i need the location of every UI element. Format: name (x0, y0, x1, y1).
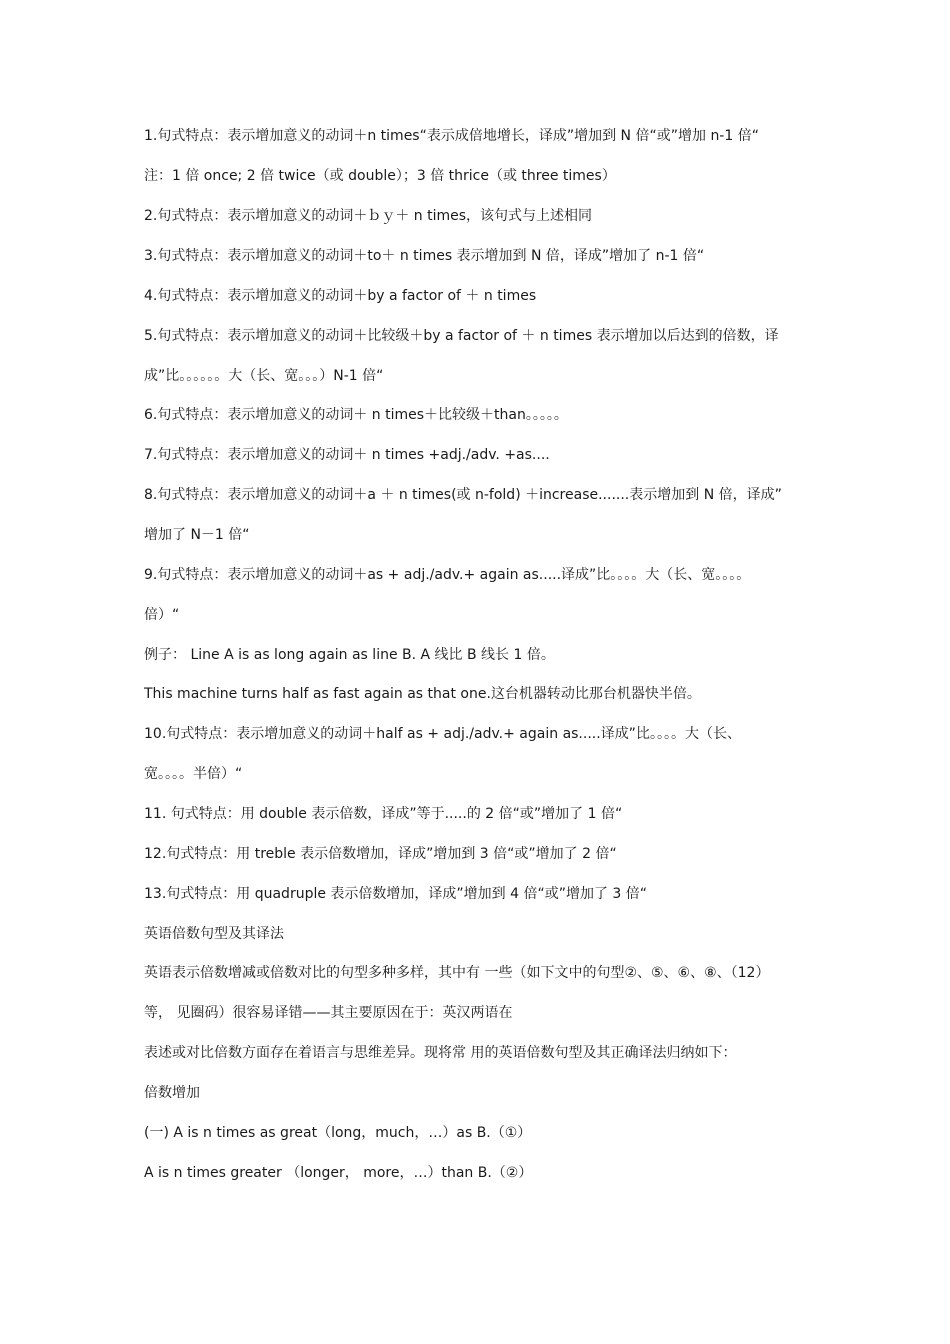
text-line: 成”比。。。。。。大（长、宽。。。）N-1 倍“ (144, 368, 384, 384)
text-line: This machine turns half as fast again as that one.这台机器转动比那台机器快半倍。 (144, 686, 701, 702)
text-line: 英语表示倍数增减或倍数对比的句型多种多样，其中有 一些（如下文中的句型②、⑤、⑥、⑧、（12） (144, 965, 770, 981)
text-line: 5.句式特点：表示增加意义的动词＋比较级＋by a factor of ＋ n times 表示增加以后达到的倍数，译 (144, 328, 779, 344)
text-line: 1.句式特点：表示增加意义的动词＋n times“表示成倍地增长，译成”增加到 N 倍“或”增加 n-1 倍“ (144, 128, 759, 144)
section-heading: 英语倍数句型及其译法 (144, 926, 284, 942)
text-line: 10.句式特点：表示增加意义的动词＋half as + adj./adv.+ again as.....译成”比。。。。大（长、 (144, 726, 741, 742)
text-line: 表述或对比倍数方面存在着语言与思维差异。现将常 用的英语倍数句型及其正确译法归纳如下： (144, 1045, 737, 1061)
text-line: 等， 见圈码）很容易译错——其主要原因在于：英汉两语在 (144, 1005, 513, 1021)
text-line: 7.句式特点：表示增加意义的动词＋ n times +adj./adv. +as.... (144, 447, 550, 463)
text-line: 4.句式特点：表示增加意义的动词＋by a factor of ＋ n times (144, 288, 537, 304)
text-line: (一) A is n times as great（long，much，…）as B.（①） (144, 1125, 532, 1141)
text-line: 6.句式特点：表示增加意义的动词＋ n times＋比较级＋than。。。。。 (144, 407, 568, 423)
text-line: 增加了 N－1 倍“ (144, 527, 250, 543)
text-line: 9.句式特点：表示增加意义的动词＋as + adj./adv.+ again as.....译成”比。。。。大（长、宽。。。。 (144, 567, 751, 583)
text-line: 2.句式特点：表示增加意义的动词＋ｂｙ＋ n times，该句式与上述相同 (144, 208, 593, 224)
text-line: 13.句式特点：用 quadruple 表示倍数增加，译成”增加到 4 倍“或”增加了 3 倍“ (144, 886, 648, 902)
section-heading: 倍数增加 (144, 1085, 200, 1101)
text-line: A is n times greater （longer， more，…）than B.（②） (144, 1165, 533, 1181)
text-line: 8.句式特点：表示增加意义的动词＋a ＋ n times(或 n-fold) ＋increase.......表示增加到 N 倍，译成” (144, 487, 782, 503)
text-line: 例子： Line A is as long again as line B. A 线比 B 线长 1 倍。 (144, 647, 555, 663)
text-line: 3.句式特点：表示增加意义的动词＋to＋ n times 表示增加到 N 倍，译成”增加了 n-1 倍“ (144, 248, 705, 264)
text-line: 注：1 倍 once; 2 倍 twice（或 double）；3 倍 thrice（或 three times） (144, 168, 616, 184)
text-line: 12.句式特点：用 treble 表示倍数增加，译成”增加到 3 倍“或”增加了 2 倍“ (144, 846, 617, 862)
text-line: 宽。。。。半倍）“ (144, 766, 243, 782)
text-line: 11. 句式特点：用 double 表示倍数，译成”等于.....的 2 倍“或”增加了 1 倍“ (144, 806, 623, 822)
text-line: 倍）“ (144, 607, 180, 623)
